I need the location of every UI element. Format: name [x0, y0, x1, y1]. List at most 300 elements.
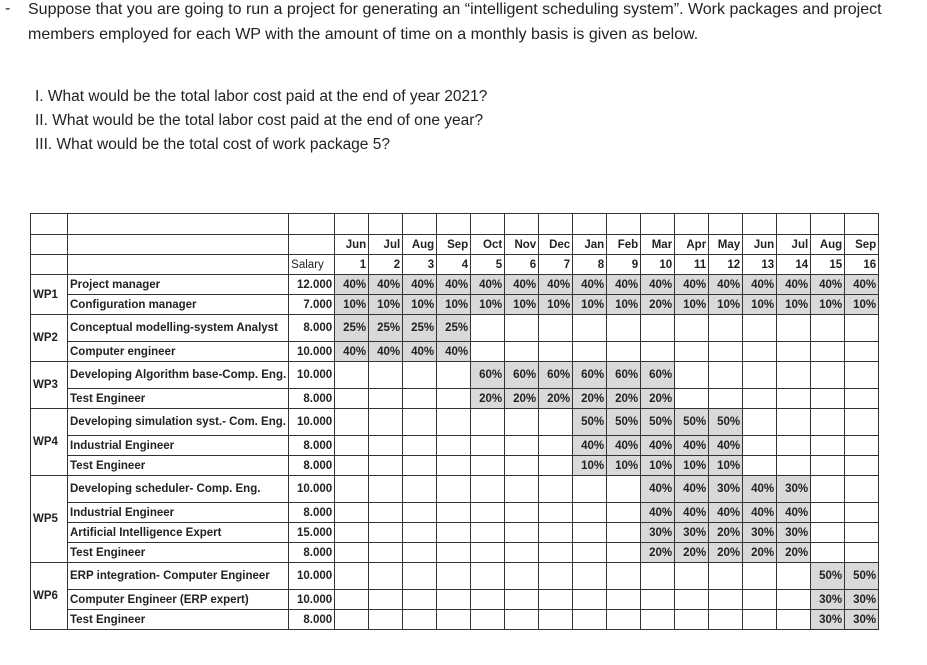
role-name: Computer Engineer (ERP expert) [68, 590, 289, 610]
allocation-cell [573, 503, 607, 523]
allocation-cell [505, 436, 539, 456]
allocation-cell [573, 476, 607, 503]
month-header-row [31, 235, 879, 255]
allocation-cell [369, 476, 403, 503]
allocation-cell: 40% [539, 275, 573, 295]
table-row [31, 503, 879, 523]
allocation-cell [811, 476, 845, 503]
allocation-cell [403, 436, 437, 456]
allocation-cell [743, 389, 777, 409]
allocation-cell [471, 610, 505, 630]
allocation-cell: 20% [777, 543, 811, 563]
allocation-cell: 50% [573, 409, 607, 436]
allocation-cell [335, 563, 369, 590]
allocation-cell: 50% [811, 563, 845, 590]
allocation-cell [811, 389, 845, 409]
role-name: Developing simulation syst.- Com. Eng. [68, 409, 289, 436]
salary-value: 12.000 [289, 275, 335, 295]
month-number: 3 [403, 255, 437, 275]
allocation-cell [539, 315, 573, 342]
allocation-cell [777, 342, 811, 362]
allocation-cell: 60% [573, 362, 607, 389]
allocation-cell [811, 456, 845, 476]
schedule-table-body [31, 214, 879, 630]
month-name: May [709, 235, 743, 255]
allocation-cell [437, 436, 471, 456]
allocation-cell [845, 389, 879, 409]
allocation-cell [743, 436, 777, 456]
allocation-cell [539, 342, 573, 362]
table-row [31, 275, 879, 295]
allocation-cell [777, 610, 811, 630]
allocation-cell [675, 563, 709, 590]
month-number: 8 [573, 255, 607, 275]
month-name: Jan [573, 235, 607, 255]
allocation-cell: 20% [675, 543, 709, 563]
work-package-label: WP3 [31, 362, 68, 409]
allocation-cell: 30% [845, 610, 879, 630]
allocation-cell [811, 362, 845, 389]
allocation-cell: 40% [811, 275, 845, 295]
allocation-cell [505, 342, 539, 362]
allocation-cell: 40% [573, 275, 607, 295]
allocation-cell [505, 563, 539, 590]
allocation-cell: 60% [641, 362, 675, 389]
allocation-cell [437, 590, 471, 610]
allocation-cell: 40% [369, 342, 403, 362]
allocation-cell: 10% [675, 295, 709, 315]
allocation-cell: 40% [403, 275, 437, 295]
month-number: 4 [437, 255, 471, 275]
allocation-cell [607, 563, 641, 590]
allocation-cell: 10% [607, 456, 641, 476]
allocation-cell [369, 436, 403, 456]
allocation-cell: 40% [607, 275, 641, 295]
allocation-cell: 40% [675, 275, 709, 295]
wp-header-cell [31, 255, 68, 275]
allocation-cell [811, 523, 845, 543]
salary-header-blank [289, 235, 335, 255]
salary-value: 8.000 [289, 456, 335, 476]
salary-value: 10.000 [289, 476, 335, 503]
allocation-cell [539, 563, 573, 590]
wp-header-cell [31, 235, 68, 255]
allocation-cell: 20% [471, 389, 505, 409]
allocation-cell [471, 315, 505, 342]
month-number: 12 [709, 255, 743, 275]
allocation-cell: 30% [845, 590, 879, 610]
table-row [31, 315, 879, 342]
allocation-cell [811, 409, 845, 436]
allocation-cell [471, 503, 505, 523]
allocation-cell [777, 389, 811, 409]
role-name: Configuration manager [68, 295, 289, 315]
allocation-cell [573, 315, 607, 342]
allocation-cell: 60% [607, 362, 641, 389]
allocation-cell: 30% [743, 523, 777, 543]
allocation-cell: 10% [607, 295, 641, 315]
allocation-cell [403, 543, 437, 563]
allocation-cell: 20% [641, 389, 675, 409]
allocation-cell [675, 342, 709, 362]
allocation-cell: 25% [335, 315, 369, 342]
month-name: Aug [811, 235, 845, 255]
allocation-cell: 10% [539, 295, 573, 315]
allocation-cell [777, 409, 811, 436]
allocation-cell [743, 563, 777, 590]
allocation-cell [505, 456, 539, 476]
allocation-cell: 10% [709, 456, 743, 476]
allocation-cell: 40% [777, 503, 811, 523]
month-name: Sep [845, 235, 879, 255]
allocation-cell [335, 590, 369, 610]
allocation-cell [573, 610, 607, 630]
allocation-cell [675, 610, 709, 630]
role-name: Test Engineer [68, 456, 289, 476]
allocation-cell: 40% [471, 275, 505, 295]
allocation-cell [743, 456, 777, 476]
allocation-cell [607, 476, 641, 503]
month-number: 7 [539, 255, 573, 275]
allocation-cell: 30% [641, 523, 675, 543]
allocation-cell [369, 456, 403, 476]
allocation-cell: 10% [743, 295, 777, 315]
allocation-cell [607, 315, 641, 342]
allocation-cell [743, 610, 777, 630]
allocation-cell: 10% [641, 456, 675, 476]
allocation-cell [403, 389, 437, 409]
allocation-cell [539, 610, 573, 630]
allocation-cell: 50% [709, 409, 743, 436]
allocation-cell [403, 610, 437, 630]
allocation-cell [369, 409, 403, 436]
allocation-cell: 40% [675, 503, 709, 523]
allocation-cell [471, 590, 505, 610]
allocation-cell [641, 590, 675, 610]
allocation-cell [709, 563, 743, 590]
allocation-cell: 40% [607, 436, 641, 456]
allocation-cell: 50% [845, 563, 879, 590]
allocation-cell: 60% [471, 362, 505, 389]
allocation-cell: 30% [777, 476, 811, 503]
allocation-cell [675, 362, 709, 389]
allocation-cell: 25% [403, 315, 437, 342]
allocation-cell [811, 543, 845, 563]
role-name: Test Engineer [68, 610, 289, 630]
table-row [31, 362, 879, 389]
allocation-cell [437, 389, 471, 409]
allocation-cell: 10% [369, 295, 403, 315]
allocation-cell [539, 543, 573, 563]
allocation-cell: 40% [777, 275, 811, 295]
allocation-cell [709, 362, 743, 389]
allocation-cell [369, 362, 403, 389]
table-row [31, 456, 879, 476]
allocation-cell: 20% [641, 543, 675, 563]
allocation-cell [471, 476, 505, 503]
salary-value: 10.000 [289, 362, 335, 389]
allocation-cell [641, 610, 675, 630]
month-name: Mar [641, 235, 675, 255]
allocation-cell [539, 590, 573, 610]
allocation-cell: 20% [573, 389, 607, 409]
month-name: Nov [505, 235, 539, 255]
role-name: Developing scheduler- Comp. Eng. [68, 476, 289, 503]
allocation-cell [573, 342, 607, 362]
salary-value: 8.000 [289, 315, 335, 342]
work-package-label: WP5 [31, 476, 68, 563]
work-package-label: WP6 [31, 563, 68, 630]
allocation-cell [641, 315, 675, 342]
allocation-cell: 40% [641, 476, 675, 503]
allocation-cell [777, 362, 811, 389]
table-row [31, 436, 879, 456]
table-row [31, 409, 879, 436]
question-3: III. What would be the total cost of work package 5? [35, 136, 390, 153]
allocation-cell [539, 456, 573, 476]
salary-value: 8.000 [289, 389, 335, 409]
allocation-cell: 25% [369, 315, 403, 342]
allocation-cell [743, 590, 777, 610]
allocation-cell [845, 342, 879, 362]
allocation-cell [437, 409, 471, 436]
allocation-cell [335, 476, 369, 503]
allocation-cell [641, 342, 675, 362]
role-name: Project manager [68, 275, 289, 295]
allocation-cell [335, 503, 369, 523]
allocation-cell: 30% [675, 523, 709, 543]
allocation-cell [573, 523, 607, 543]
allocation-cell: 20% [743, 543, 777, 563]
allocation-cell [471, 456, 505, 476]
salary-value: 10.000 [289, 563, 335, 590]
allocation-cell [845, 315, 879, 342]
allocation-cell [471, 342, 505, 362]
allocation-cell [539, 436, 573, 456]
month-number: 10 [641, 255, 675, 275]
question-1: I. What would be the total labor cost paid at the end of year 2021? [35, 88, 488, 105]
blank-top-row [31, 214, 879, 235]
salary-value: 8.000 [289, 610, 335, 630]
allocation-cell: 30% [811, 590, 845, 610]
allocation-cell [539, 476, 573, 503]
allocation-cell [811, 315, 845, 342]
allocation-cell [335, 362, 369, 389]
allocation-cell [573, 543, 607, 563]
allocation-cell [573, 590, 607, 610]
role-name: Developing Algorithm base-Comp. Eng. [68, 362, 289, 389]
allocation-cell: 40% [641, 503, 675, 523]
allocation-cell [743, 362, 777, 389]
allocation-cell: 30% [709, 476, 743, 503]
allocation-cell: 10% [471, 295, 505, 315]
allocation-cell [471, 523, 505, 543]
role-name: Computer engineer [68, 342, 289, 362]
allocation-cell [505, 543, 539, 563]
allocation-cell [709, 342, 743, 362]
allocation-cell: 10% [573, 456, 607, 476]
allocation-cell [675, 315, 709, 342]
allocation-cell [403, 503, 437, 523]
allocation-cell: 10% [777, 295, 811, 315]
allocation-cell: 10% [505, 295, 539, 315]
allocation-cell: 40% [709, 436, 743, 456]
month-number: 2 [369, 255, 403, 275]
allocation-cell: 10% [437, 295, 471, 315]
allocation-cell [777, 590, 811, 610]
salary-value: 7.000 [289, 295, 335, 315]
allocation-cell [505, 476, 539, 503]
allocation-cell [335, 409, 369, 436]
allocation-cell [505, 610, 539, 630]
allocation-cell: 40% [743, 476, 777, 503]
role-header-cell [68, 235, 289, 255]
allocation-cell [369, 523, 403, 543]
allocation-cell [607, 590, 641, 610]
allocation-cell: 40% [437, 275, 471, 295]
table-row [31, 295, 879, 315]
month-number: 15 [811, 255, 845, 275]
allocation-cell [607, 523, 641, 543]
month-number: 13 [743, 255, 777, 275]
allocation-cell [369, 590, 403, 610]
month-number: 5 [471, 255, 505, 275]
salary-value: 8.000 [289, 503, 335, 523]
allocation-cell: 60% [539, 362, 573, 389]
table-row [31, 476, 879, 503]
allocation-cell [505, 523, 539, 543]
allocation-cell: 20% [505, 389, 539, 409]
allocation-cell: 25% [437, 315, 471, 342]
role-header-cell [68, 255, 289, 275]
allocation-cell [845, 543, 879, 563]
allocation-cell [845, 436, 879, 456]
allocation-cell [437, 523, 471, 543]
salary-value: 10.000 [289, 342, 335, 362]
allocation-cell [811, 342, 845, 362]
allocation-cell [471, 563, 505, 590]
allocation-cell [505, 315, 539, 342]
month-name: Dec [539, 235, 573, 255]
allocation-cell [403, 563, 437, 590]
allocation-cell: 40% [675, 476, 709, 503]
allocation-cell: 10% [335, 295, 369, 315]
allocation-cell [845, 362, 879, 389]
allocation-cell [845, 456, 879, 476]
role-name: Conceptual modelling-system Analyst [68, 315, 289, 342]
allocation-cell [471, 543, 505, 563]
allocation-cell [777, 315, 811, 342]
allocation-cell [437, 456, 471, 476]
allocation-cell [709, 315, 743, 342]
allocation-cell [675, 389, 709, 409]
allocation-cell [471, 409, 505, 436]
allocation-cell [641, 563, 675, 590]
allocation-cell: 40% [709, 503, 743, 523]
allocation-cell [811, 436, 845, 456]
month-number: 1 [335, 255, 369, 275]
allocation-cell: 50% [607, 409, 641, 436]
allocation-cell [369, 543, 403, 563]
table-row [31, 389, 879, 409]
month-name: Sep [437, 235, 471, 255]
allocation-cell [403, 476, 437, 503]
allocation-cell: 50% [641, 409, 675, 436]
allocation-cell [403, 523, 437, 543]
month-number: 11 [675, 255, 709, 275]
allocation-cell [845, 503, 879, 523]
allocation-cell: 40% [369, 275, 403, 295]
allocation-cell: 50% [675, 409, 709, 436]
table-row [31, 563, 879, 590]
month-number: 6 [505, 255, 539, 275]
allocation-cell [777, 456, 811, 476]
allocation-cell [743, 409, 777, 436]
month-name: Apr [675, 235, 709, 255]
allocation-cell: 30% [811, 610, 845, 630]
allocation-cell [709, 590, 743, 610]
month-name: Aug [403, 235, 437, 255]
work-package-label: WP2 [31, 315, 68, 362]
allocation-cell: 40% [505, 275, 539, 295]
work-package-label: WP4 [31, 409, 68, 476]
month-number: 9 [607, 255, 641, 275]
allocation-cell [369, 389, 403, 409]
allocation-cell [335, 389, 369, 409]
allocation-cell [403, 362, 437, 389]
allocation-cell: 10% [573, 295, 607, 315]
table-row [31, 543, 879, 563]
table-row [31, 342, 879, 362]
question-2: II. What would be the total labor cost paid at the end of one year? [35, 112, 484, 129]
allocation-cell [777, 563, 811, 590]
allocation-cell: 40% [403, 342, 437, 362]
allocation-cell [709, 389, 743, 409]
allocation-cell [437, 362, 471, 389]
role-name: Test Engineer [68, 543, 289, 563]
allocation-cell [505, 590, 539, 610]
allocation-cell [675, 590, 709, 610]
allocation-cell [709, 610, 743, 630]
salary-value: 15.000 [289, 523, 335, 543]
allocation-cell: 30% [777, 523, 811, 543]
allocation-cell [437, 543, 471, 563]
month-name: Jul [369, 235, 403, 255]
allocation-cell: 40% [743, 503, 777, 523]
table-row [31, 523, 879, 543]
allocation-cell [403, 590, 437, 610]
salary-value: 10.000 [289, 590, 335, 610]
month-name: Jul [777, 235, 811, 255]
allocation-cell [607, 503, 641, 523]
allocation-cell: 10% [845, 295, 879, 315]
month-name: Jun [335, 235, 369, 255]
allocation-cell [437, 563, 471, 590]
allocation-cell [607, 543, 641, 563]
allocation-cell: 40% [335, 342, 369, 362]
role-name: Industrial Engineer [68, 436, 289, 456]
allocation-cell [335, 523, 369, 543]
allocation-cell [845, 523, 879, 543]
allocation-cell [845, 409, 879, 436]
allocation-cell [607, 610, 641, 630]
allocation-cell [505, 409, 539, 436]
role-name: ERP integration- Computer Engineer [68, 563, 289, 590]
salary-value: 8.000 [289, 436, 335, 456]
allocation-cell [845, 476, 879, 503]
allocation-cell [471, 436, 505, 456]
allocation-cell: 20% [709, 543, 743, 563]
